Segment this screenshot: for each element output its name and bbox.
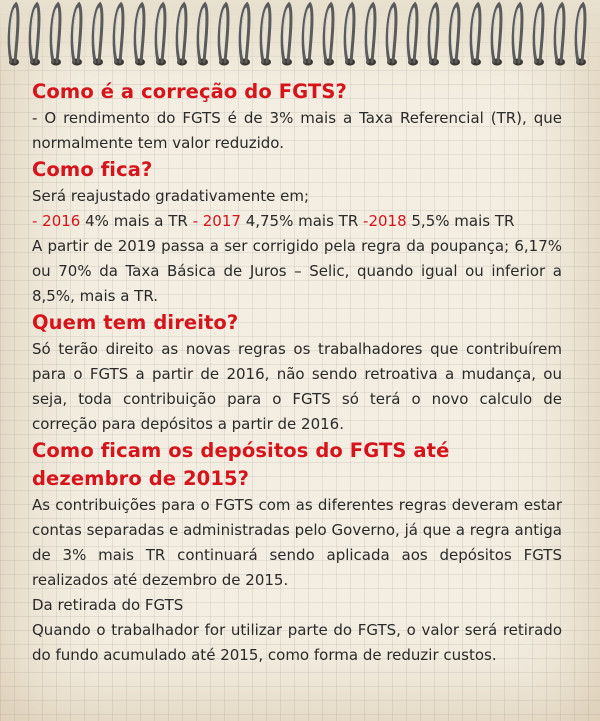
paragraph-reajuste-intro: Será reajustado gradativamente em; [32, 187, 309, 205]
article [32, 78, 562, 668]
rate-text-2018: 5,5% mais TR [406, 212, 515, 230]
rate-year-2017: - 2017 [192, 212, 241, 230]
heading-quem-tem-direito: Quem tem direito? [32, 311, 239, 334]
paragraph-contribuicoes: As contribuições para o FGTS com as diferentes regras deveram estar contas separadas e administradas pelo Governo, já que a regra antiga de 3% mais TR continuará sendo aplicada aos depósitos FGTS realizados até dezembro de 2015. [32, 496, 562, 589]
heading-correcao: Como é a correção do FGTS? [32, 80, 347, 103]
paragraph-direito: Só terão direito as novas regras os trabalhadores que contribuírem para o FGTS a partir de 2016, não sendo retroativa a mudança, ou seja, toda contribuição para o FGTS só terá o novo calculo de correção para depósitos a partir de 2016. [32, 340, 562, 433]
rate-text-2017: 4,75% mais TR [240, 212, 364, 230]
rate-year-2016: - 2016 [32, 212, 81, 230]
rate-text-2016: 4% mais a TR [80, 212, 193, 230]
subheading-retirada: Da retirada do FGTS [32, 596, 184, 614]
paragraph-poupanca: A partir de 2019 passa a ser corrigido pela regra da poupança; 6,17% ou 70% da Taxa Básica de Juros – Selic, quando igual ou inferior a 8,5%, mais a TR. [32, 237, 562, 305]
spiral-binding-icon [0, 0, 600, 80]
paragraph-retirada: Quando o trabalhador for utilizar parte do FGTS, o valor será retirado do fundo acumulado até 2015, como forma de reduzir custos. [32, 621, 562, 664]
paragraph-correcao: - O rendimento do FGTS é de 3% mais a Taxa Referencial (TR), que normalmente tem valor reduzido. [32, 109, 562, 152]
heading-como-fica: Como fica? [32, 158, 153, 181]
rate-year-2018: -2018 [363, 212, 407, 230]
heading-depositos-2015: Como ficam os depósitos do FGTS até dezembro de 2015? [32, 439, 450, 490]
spiral-binding [0, 0, 600, 80]
rates-line [32, 209, 562, 234]
